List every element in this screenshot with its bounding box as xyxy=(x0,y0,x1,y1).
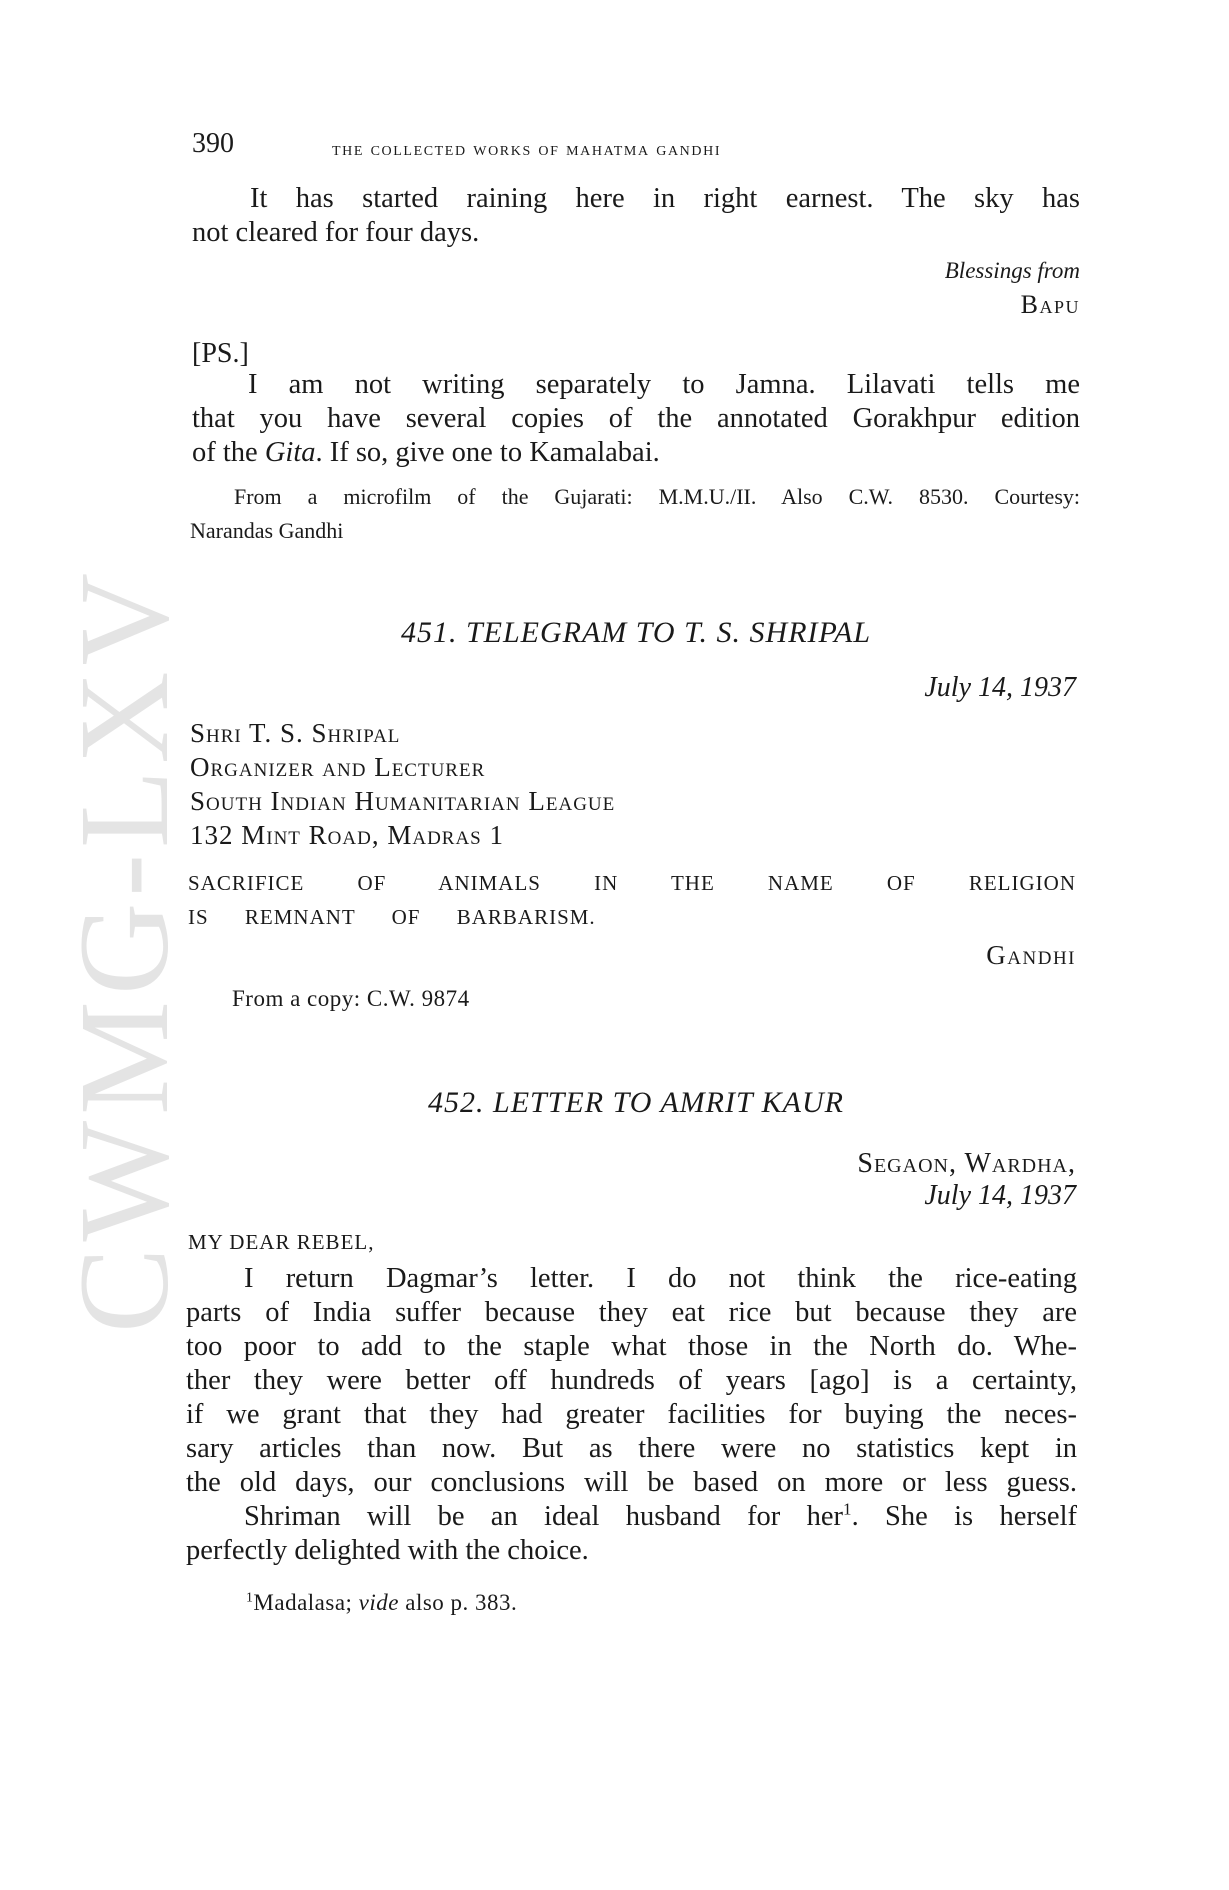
signature-gandhi: Gandhi xyxy=(986,940,1076,970)
telegram-body xyxy=(188,866,1076,934)
footnote-vide: vide xyxy=(358,1590,399,1615)
address-line-1: Shri T. S. Shripal xyxy=(190,718,401,748)
address-block xyxy=(190,716,615,852)
source-note-1-line-2: Narandas Gandhi xyxy=(190,518,344,543)
letter-line-4: ther they were better off hundreds of years [ago] is a certainty, xyxy=(186,1365,1077,1396)
footnote-reference: 1 xyxy=(843,1499,852,1519)
ps-label: [PS.] xyxy=(192,338,249,369)
letter-line-5: if we grant that they had greater facilities for buying the neces- xyxy=(186,1399,1077,1430)
letter-line-1: I return Dagmar’s letter. I do not think the rice-eating xyxy=(244,1263,1077,1294)
date-452: July 14, 1937 xyxy=(924,1180,1076,1211)
opening-line-1: It has started raining here in right earnest. The sky has xyxy=(250,183,1080,214)
telegram-line-2: IS REMNANT OF BARBARISM. xyxy=(188,905,596,929)
ps-paragraph xyxy=(192,368,1080,470)
footnote xyxy=(246,1590,517,1616)
letter-line-7: the old days, our conclusions will be based on more or less guess. xyxy=(186,1467,1077,1498)
address-line-3: South Indian Humanitarian League xyxy=(190,786,616,816)
letter-p2-line-1-end: . She is herself xyxy=(851,1501,1077,1532)
watermark: CWMG-LXV xyxy=(53,566,195,1334)
ps-line-3 xyxy=(192,436,1080,470)
ps-line-2: that you have several copies of the annotated Gorakhpur edition xyxy=(192,403,1080,434)
letter-paragraph-1 xyxy=(186,1262,1077,1500)
telegram-line-1: SACRIFICE OF ANIMALS IN THE NAME OF RELIGION xyxy=(188,871,1076,895)
letter-p2-line-2: perfectly delighted with the choice. xyxy=(186,1535,589,1566)
letter-p2-line-1-start: Shriman will be an ideal husband for her xyxy=(244,1501,844,1532)
blessings-line: Blessings from xyxy=(944,258,1080,283)
source-note-1 xyxy=(190,480,1080,548)
letter-line-3: too poor to add to the staple what those in the North do. Whe- xyxy=(186,1331,1077,1362)
ps-line-1: I am not writing separately to Jamna. Lilavati tells me xyxy=(248,369,1080,400)
source-note-1-line-1: From a microfilm of the Gujarati: M.M.U./II. Also C.W. 8530. Courtesy: xyxy=(234,484,1080,509)
signature-bapu: Bapu xyxy=(1020,290,1080,319)
letter-p2-line-1 xyxy=(186,1500,1077,1534)
place-452: Segaon, Wardha, xyxy=(857,1148,1076,1179)
letter-line-2: parts of India suffer because they eat rice but because they are xyxy=(186,1297,1077,1328)
footnote-text-end: also p. 383. xyxy=(398,1590,518,1615)
footnote-mark: 1 xyxy=(246,1589,254,1605)
opening-line-2: not cleared for four days. xyxy=(192,217,480,248)
address-line-4: 132 Mint Road, Madras 1 xyxy=(190,820,504,850)
salutation: MY DEAR REBEL, xyxy=(188,1230,375,1254)
page-number: 390 xyxy=(192,128,234,159)
letter-paragraph-2 xyxy=(186,1500,1077,1568)
letter-line-6: sary articles than now. But as there were no statistics kept in xyxy=(186,1433,1077,1464)
ps-line-3-start: of the xyxy=(192,437,265,468)
address-line-2: Organizer and Lecturer xyxy=(190,752,486,782)
running-title: the collected works of mahatma gandhi xyxy=(332,138,722,160)
footnote-text-start: Madalasa; xyxy=(253,1590,359,1615)
source-note-451: From a copy: C.W. 9874 xyxy=(232,986,470,1011)
heading-452: 452. LETTER TO AMRIT KAUR xyxy=(428,1086,844,1119)
gita-title: Gita xyxy=(264,437,316,468)
date-451: July 14, 1937 xyxy=(924,672,1076,703)
opening-paragraph xyxy=(192,182,1080,250)
heading-451: 451. TELEGRAM TO T. S. SHRIPAL xyxy=(400,616,872,649)
ps-line-3-end: . If so, give one to Kamalabai. xyxy=(315,437,660,468)
